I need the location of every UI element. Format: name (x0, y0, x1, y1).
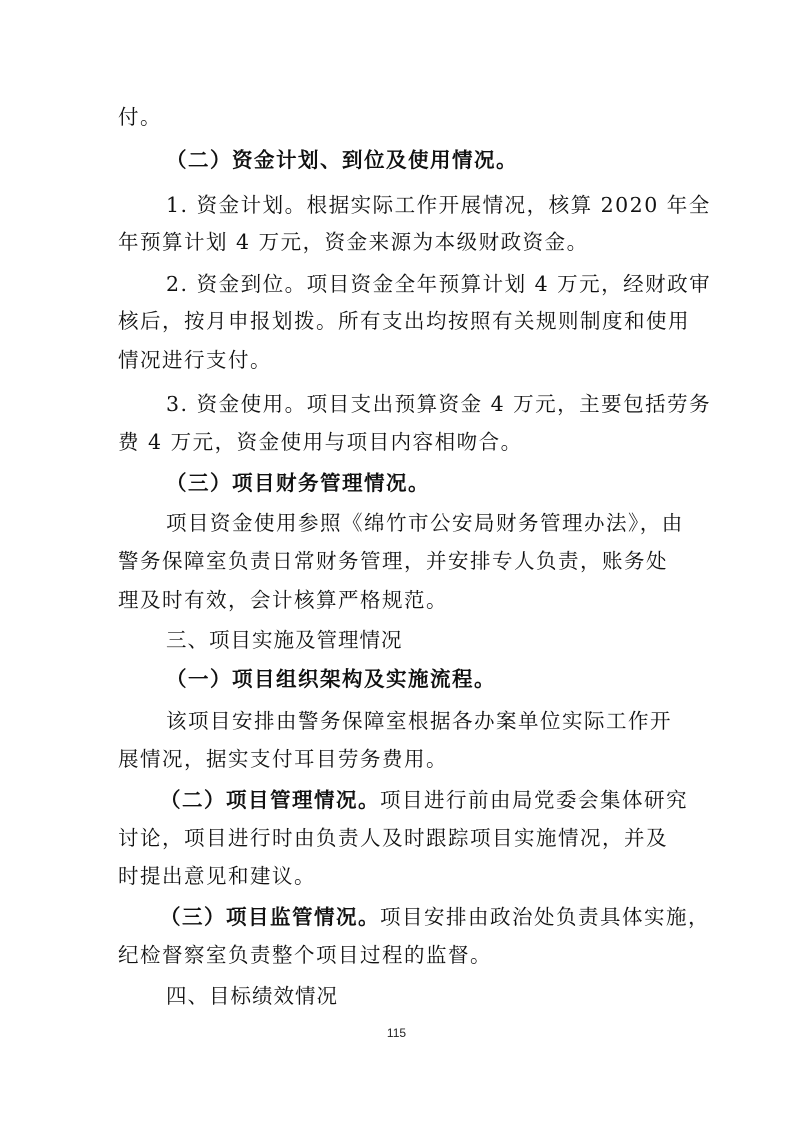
chapter-heading: 四、目标绩效情况 (166, 984, 338, 1008)
lead-rest-text: 项目进行前由局党委会集体研究 (380, 788, 688, 812)
text-line: 3. 资金使用。项目支出预算资金 4 万元，主要包括劳务 (166, 392, 712, 416)
text-line: 付。 (118, 105, 162, 129)
text-line: 讨论，项目进行时由负责人及时跟踪项目实施情况，并及 (118, 826, 668, 850)
text-line: 展情况，据实支付耳目劳务费用。 (118, 747, 448, 771)
text-line-lead-bold (160, 786, 688, 814)
lead-bold-text: （三）项目监管情况。 (160, 905, 380, 929)
chapter-heading: 三、项目实施及管理情况 (166, 628, 403, 652)
text-line: 项目资金使用参照《绵竹市公安局财务管理办法》，由 (166, 511, 684, 535)
text-line: 时提出意见和建议。 (118, 864, 316, 888)
text-line: 2. 资金到位。项目资金全年预算计划 4 万元，经财政审 (166, 272, 712, 296)
section-heading: （三）项目财务管理情况。 (166, 471, 430, 495)
text-line: 核后，按月申报划拨。所有支出均按照有关规则制度和使用 (118, 309, 690, 333)
text-line: 警务保障室负责日常财务管理，并安排专人负责，账务处 (118, 549, 668, 573)
text-line: 该项目安排由警务保障室根据各办案单位实际工作开 (166, 709, 672, 733)
text-line: 纪检督察室负责整个项目过程的监督。 (118, 943, 492, 967)
page-number: 115 (386, 1026, 407, 1040)
lead-bold-text: （二）项目管理情况。 (160, 788, 380, 812)
text-line: 费 4 万元，资金使用与项目内容相吻合。 (118, 430, 523, 454)
text-line-lead-bold (160, 903, 710, 931)
text-line: 理及时有效，会计核算严格规范。 (118, 588, 448, 612)
section-heading: （一）项目组织架构及实施流程。 (166, 667, 496, 691)
section-heading: （二）资金计划、到位及使用情况。 (166, 148, 518, 172)
text-line: 1. 资金计划。根据实际工作开展情况，核算 2020 年全 (166, 193, 711, 217)
text-line: 年预算计划 4 万元，资金来源为本级财政资金。 (118, 230, 589, 254)
text-line: 情况进行支付。 (118, 348, 272, 372)
lead-rest-text: 项目安排由政治处负责具体实施， (380, 905, 710, 929)
